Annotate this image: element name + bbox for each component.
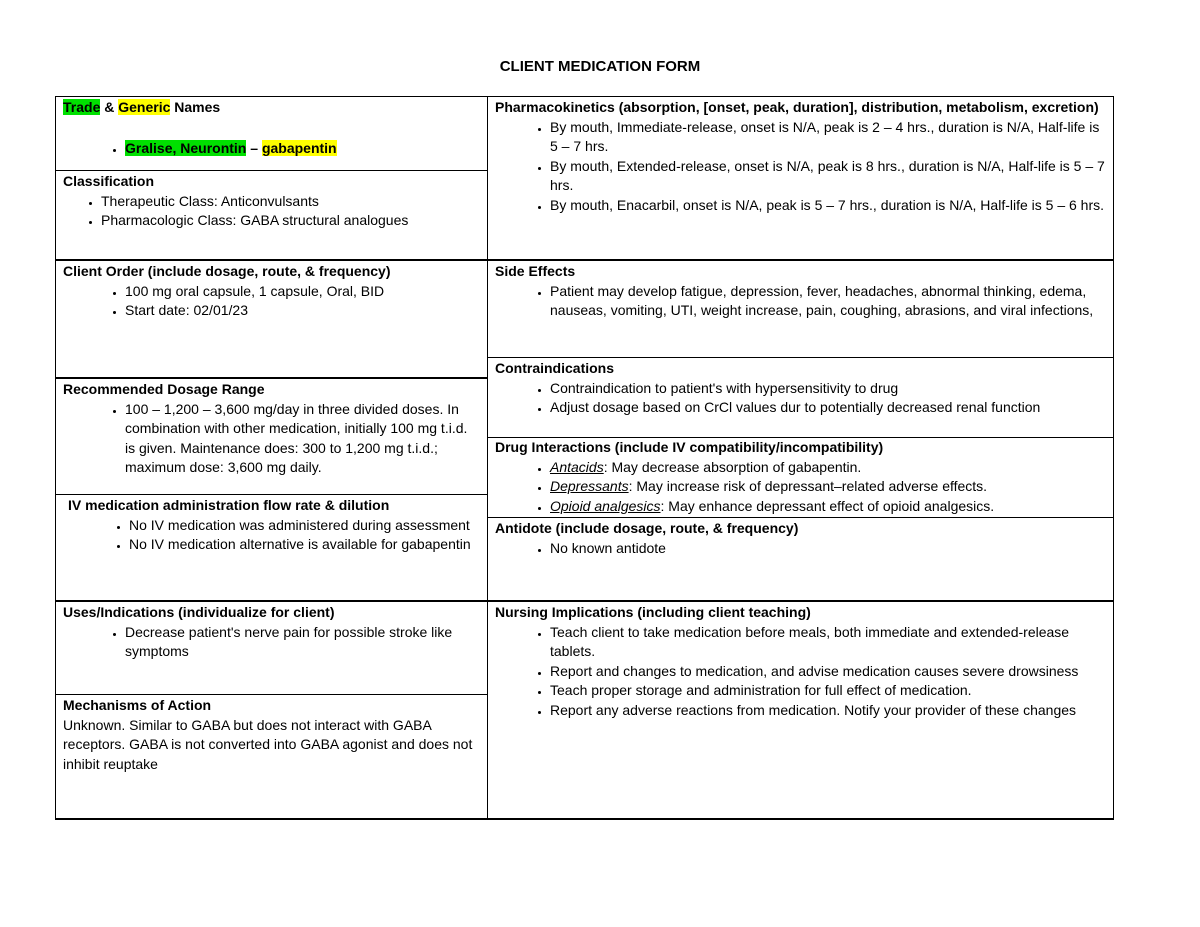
side-effects-item: • Patient may develop fatigue, depression, fever, headaches, abnormal thinking, edema, nauseas, vomiting, UTI, weight increase, pain, coughing, abrasions, and viral infections, bbox=[550, 282, 1106, 321]
client-order-item: • Start date: 02/01/23 bbox=[125, 301, 480, 321]
drug-interactions-cell bbox=[487, 437, 1114, 518]
interaction-term: Antacids bbox=[550, 458, 604, 475]
antidote-heading: Antidote (include dosage, route, & frequency) bbox=[495, 520, 799, 536]
dosage-range-cell bbox=[55, 377, 488, 495]
interaction-term: Opioid analgesics bbox=[550, 497, 661, 514]
drug-interaction-item: • Antacids: May decrease absorption of gabapentin. bbox=[550, 458, 1106, 478]
iv-admin-item: • No IV medication was administered during assessment bbox=[129, 516, 480, 536]
nursing-item: • Teach client to take medication before meals, both immediate and extended-release tablets. bbox=[550, 623, 1106, 662]
names-cell bbox=[55, 96, 488, 171]
pharmacokinetics-item: • By mouth, Enacarbil, onset is N/A, peak is 5 – 7 hrs., duration is N/A, Half-life is 5 – 6 hrs. bbox=[550, 196, 1106, 216]
generic-label: Generic bbox=[118, 99, 171, 115]
iv-admin-item: • No IV medication alternative is available for gabapentin bbox=[129, 535, 480, 555]
side-effects-cell bbox=[487, 259, 1114, 358]
antidote-item: • No known antidote bbox=[550, 539, 1106, 559]
client-order-cell bbox=[55, 259, 488, 378]
pharmacokinetics-heading: Pharmacokinetics (absorption, [onset, peak, duration], distribution, metabolism, excretion) bbox=[495, 99, 1099, 115]
form-title: CLIENT MEDICATION FORM bbox=[499, 58, 701, 75]
antidote-cell bbox=[487, 517, 1114, 602]
side-effects-heading: Side Effects bbox=[495, 263, 576, 279]
dosage-range-item: • 100 – 1,200 – 3,600 mg/day in three divided doses. In combination with other medication, initially 100 mg t.i.d. is given. Maintenance does: 300 to 1,200 mg t.i.d.; maximum dose: 3,600 mg daily. bbox=[125, 400, 480, 478]
contraindications-cell bbox=[487, 357, 1114, 438]
drug-interactions-heading: Drug Interactions (include IV compatibility/incompatibility) bbox=[495, 439, 884, 455]
contraindications-item: • Contraindication to patient's with hypersensitivity to drug bbox=[550, 379, 1106, 399]
mechanism-text: Unknown. Similar to GABA but does not interact with GABA receptors. GABA is not converted into GABA agonist and does not inhibit reuptake bbox=[63, 716, 473, 772]
mechanism-heading: Mechanisms of Action bbox=[63, 697, 212, 713]
classification-item: • Pharmacologic Class: GABA structural analogues bbox=[101, 211, 480, 231]
uses-item: • Decrease patient's nerve pain for possible stroke like symptoms bbox=[125, 623, 480, 662]
iv-admin-cell bbox=[55, 494, 488, 602]
dosage-range-heading: Recommended Dosage Range bbox=[63, 381, 265, 397]
nursing-item: • Report any adverse reactions from medication. Notify your provider of these changes bbox=[550, 701, 1106, 721]
names-heading: Trade & Generic Names bbox=[63, 99, 221, 115]
generic-name: gabapentin bbox=[261, 139, 337, 156]
contraindications-heading: Contraindications bbox=[495, 360, 615, 376]
uses-cell bbox=[55, 600, 488, 695]
pharmacokinetics-cell bbox=[487, 96, 1114, 260]
iv-admin-heading: IV medication administration flow rate & dilution bbox=[68, 497, 390, 513]
client-order-item: • 100 mg oral capsule, 1 capsule, Oral, BID bbox=[125, 282, 480, 302]
nursing-cell bbox=[487, 600, 1114, 820]
nursing-item: • Report and changes to medication, and advise medication causes severe drowsiness bbox=[550, 662, 1106, 682]
drug-interaction-item: • Depressants: May increase risk of depressant–related adverse effects. bbox=[550, 477, 1106, 497]
pharmacokinetics-item: • By mouth, Immediate-release, onset is N/A, peak is 2 – 4 hrs., duration is N/A, Half-life is 5 – 7 hrs. bbox=[550, 118, 1106, 157]
nursing-heading: Nursing Implications (including client teaching) bbox=[495, 604, 811, 620]
interaction-term: Depressants bbox=[550, 478, 629, 494]
classification-heading: Classification bbox=[63, 173, 155, 189]
mechanism-cell bbox=[55, 694, 488, 820]
pharmacokinetics-item: • By mouth, Extended-release, onset is N/A, peak is 8 hrs., duration is N/A, Half-life is 5 – 7 hrs. bbox=[550, 157, 1106, 196]
uses-heading: Uses/Indications (individualize for client) bbox=[63, 604, 335, 620]
contraindications-item: • Adjust dosage based on CrCl values dur to potentially decreased renal function bbox=[550, 398, 1106, 418]
drug-interaction-item: • Opioid analgesics: May enhance depressant effect of opioid analgesics. bbox=[550, 497, 1106, 517]
classification-item: • Therapeutic Class: Anticonvulsants bbox=[101, 192, 480, 212]
drug-names: • Gralise, Neurontin – gabapentin bbox=[125, 139, 480, 159]
trade-names: Gralise, Neurontin bbox=[125, 139, 247, 156]
trade-label: Trade bbox=[63, 99, 101, 115]
classification-cell bbox=[55, 170, 488, 260]
nursing-item: • Teach proper storage and administration for full effect of medication. bbox=[550, 681, 1106, 701]
client-order-heading: Client Order (include dosage, route, & frequency) bbox=[63, 263, 391, 279]
